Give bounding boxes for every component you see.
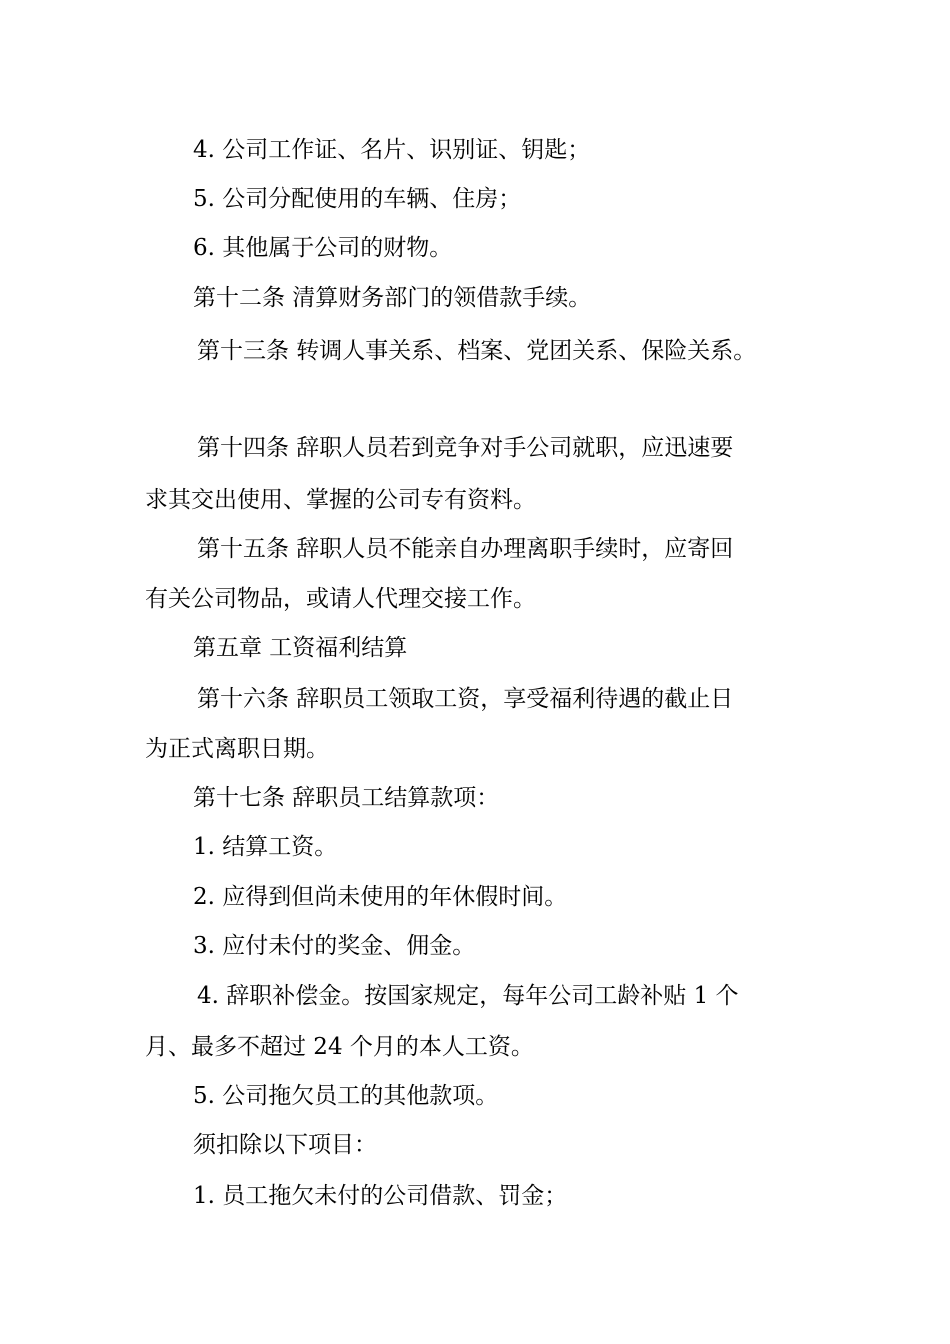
list-item-6: 6. 其他属于公司的财物。 xyxy=(193,235,453,261)
settlement-item-4-line-2: 月、最多不超过 24 个月的本人工资。 xyxy=(145,1034,534,1060)
settlement-item-3: 3. 应付未付的奖金、佣金。 xyxy=(193,933,476,959)
settlement-item-5: 5. 公司拖欠员工的其他款项。 xyxy=(193,1083,499,1109)
article-12: 第十二条 清算财务部门的领借款手续。 xyxy=(193,285,592,311)
article-15-line-1: 第十五条 辞职人员不能亲自办理离职手续时，应寄回 xyxy=(197,536,734,562)
settlement-item-4-line-1: 4. 辞职补偿金。按国家规定，每年公司工龄补贴 1 个 xyxy=(197,983,739,1009)
article-17: 第十七条 辞职员工结算款项： xyxy=(193,785,500,811)
article-16-line-2: 为正式离职日期。 xyxy=(145,736,329,762)
list-item-4: 4. 公司工作证、名片、识别证、钥匙； xyxy=(193,137,591,163)
list-item-5: 5. 公司分配使用的车辆、住房； xyxy=(193,186,522,212)
article-13: 第十三条 转调人事关系、档案、党团关系、保险关系。 xyxy=(197,338,757,364)
deduction-item-1: 1. 员工拖欠未付的公司借款、罚金； xyxy=(193,1183,568,1209)
article-14-line-2: 求其交出使用、掌握的公司专有资料。 xyxy=(145,487,536,513)
settlement-item-2: 2. 应得到但尚未使用的年休假时间。 xyxy=(193,884,568,910)
article-14-line-1: 第十四条 辞职人员若到竞争对手公司就职，应迅速要 xyxy=(197,435,734,461)
chapter-5-heading: 第五章 工资福利结算 xyxy=(193,635,408,661)
article-16-line-1: 第十六条 辞职员工领取工资，享受福利待遇的截止日 xyxy=(197,686,734,712)
article-15-line-2: 有关公司物品，或请人代理交接工作。 xyxy=(145,586,536,612)
deductions-heading: 须扣除以下项目： xyxy=(193,1132,377,1158)
settlement-item-1: 1. 结算工资。 xyxy=(193,834,338,860)
